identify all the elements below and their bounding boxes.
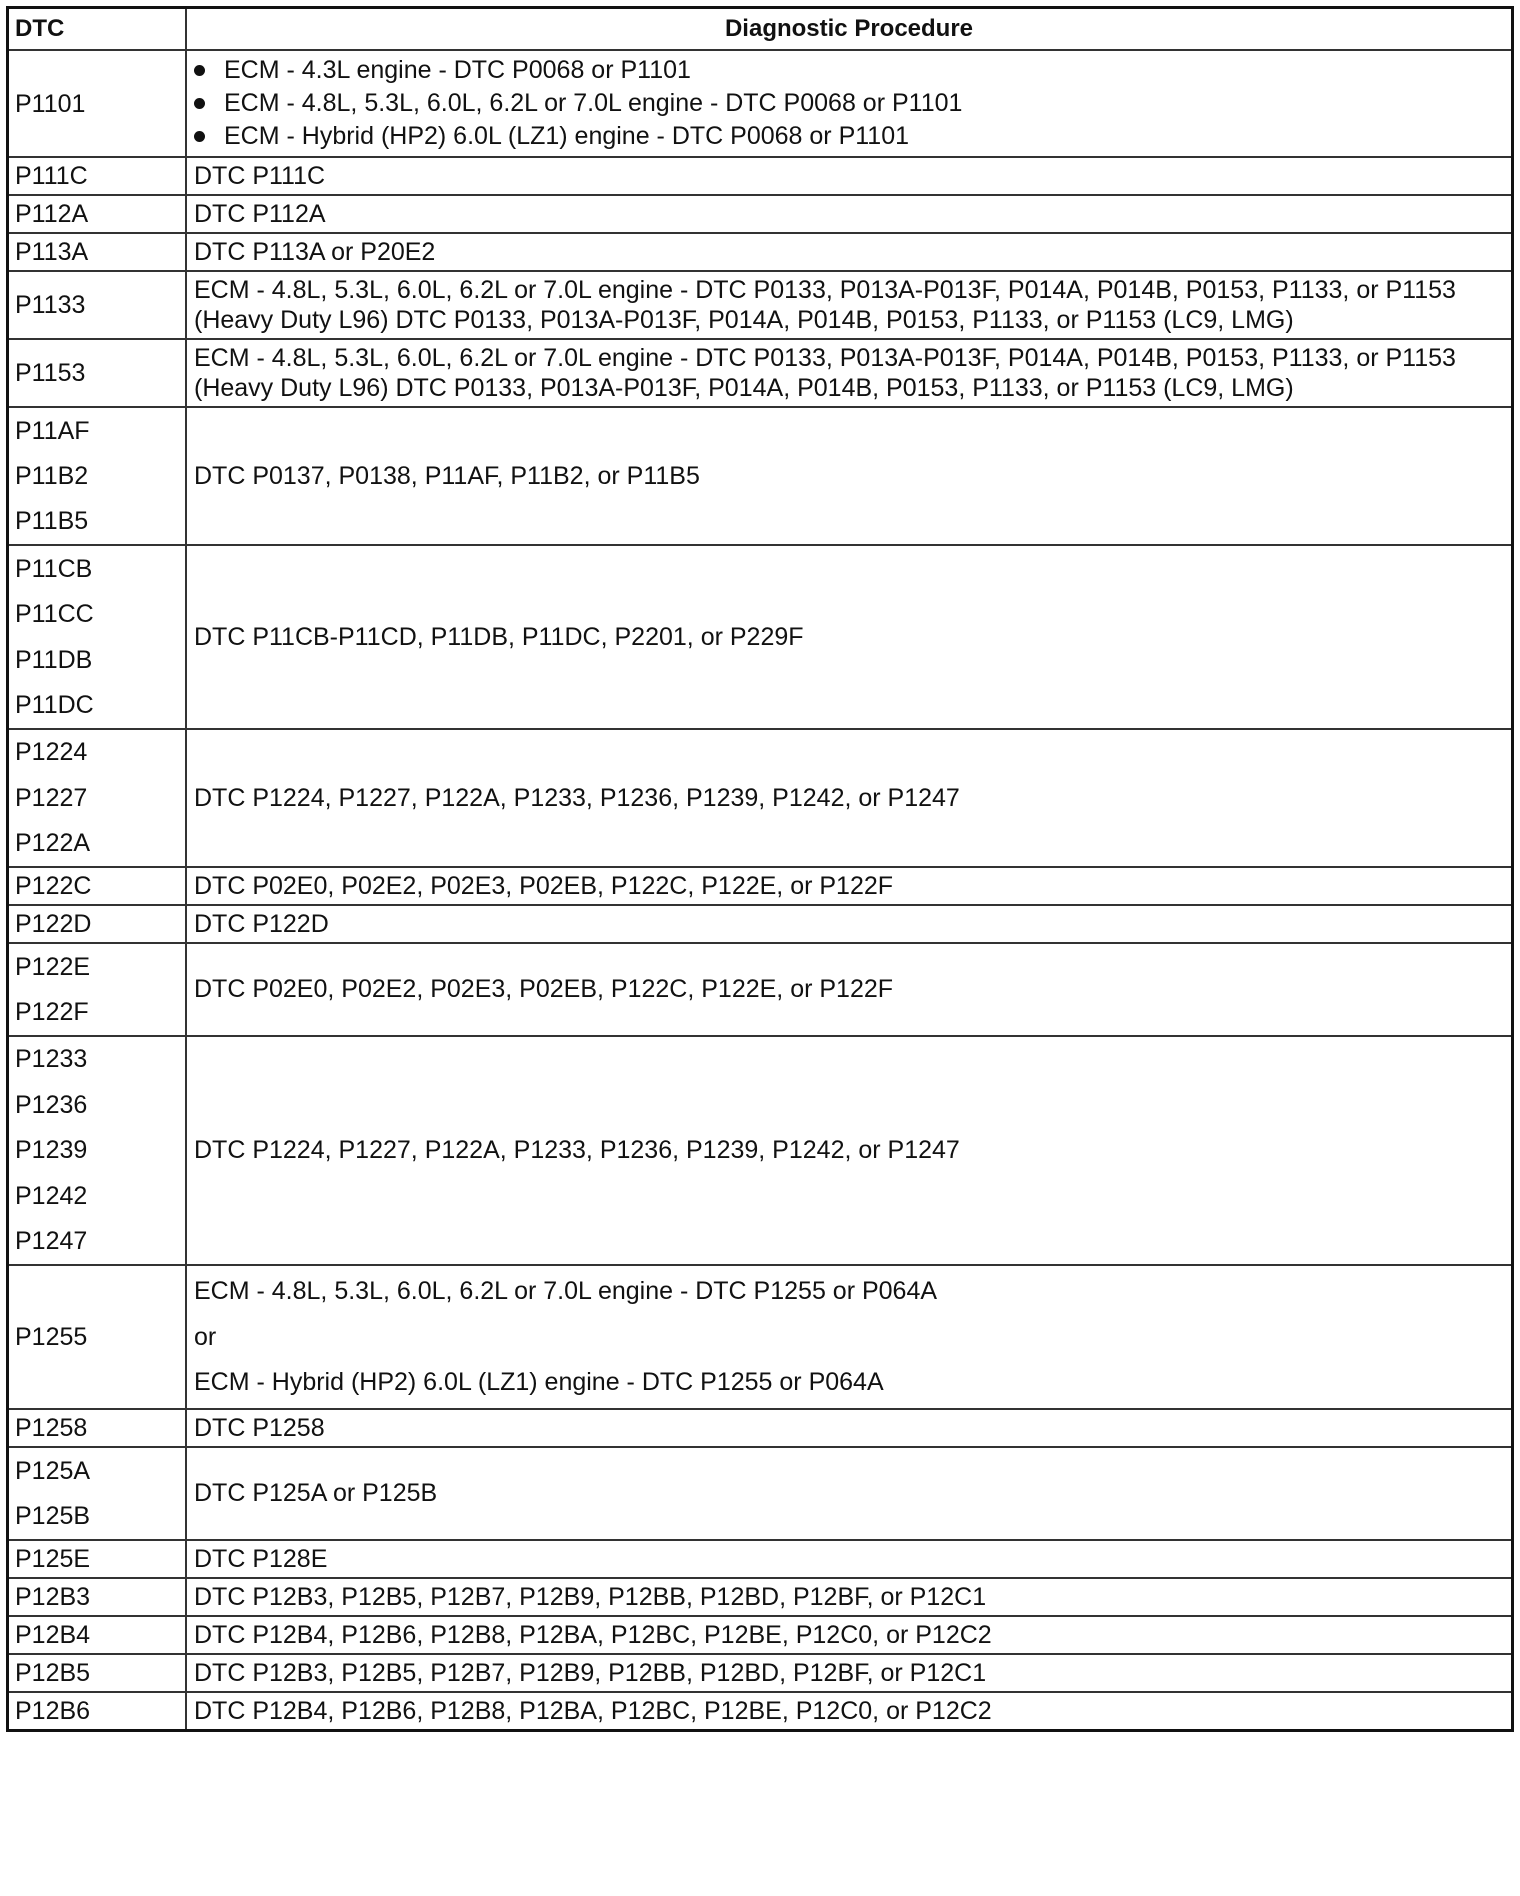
procedure-text: DTC P02E0, P02E2, P02E3, P02EB, P122C, P122E, or P122F — [194, 975, 894, 1004]
dtc-code: P1101 — [15, 89, 86, 118]
dtc-code: P11B2 — [15, 462, 89, 491]
procedure-cell — [186, 233, 1513, 271]
procedure-cell — [186, 729, 1513, 867]
table-row — [8, 545, 1513, 729]
header-row — [8, 8, 1513, 51]
dtc-code: P11AF — [15, 416, 90, 445]
table-row — [8, 943, 1513, 1036]
dtc-cell — [8, 905, 187, 943]
dtc-cell — [8, 407, 187, 545]
table-row — [8, 1540, 1513, 1578]
procedure-cell — [186, 339, 1513, 407]
table-row — [8, 1447, 1513, 1540]
procedure-text: DTC P11CB-P11CD, P11DB, P11DC, P2201, or P229F — [194, 622, 804, 651]
procedure-text: DTC P1224, P1227, P122A, P1233, P1236, P1239, P1242, or P1247 — [194, 1136, 960, 1165]
table-row — [8, 1409, 1513, 1447]
dtc-cell — [8, 1654, 187, 1692]
procedure-cell — [186, 1578, 1513, 1616]
procedure-text: DTC P02E0, P02E2, P02E3, P02EB, P122C, P122E, or P122F — [194, 871, 894, 900]
procedure-text: DTC P125A or P125B — [194, 1479, 438, 1508]
dtc-code: P1247 — [15, 1226, 88, 1255]
table-body — [8, 50, 1513, 1730]
dtc-code: P122D — [15, 909, 92, 938]
dtc-cell — [8, 50, 187, 157]
procedure-cell — [186, 1036, 1513, 1265]
procedure-text: DTC P113A or P20E2 — [194, 238, 436, 266]
dtc-cell — [8, 195, 187, 233]
dtc-code: P113A — [15, 238, 89, 266]
procedure-text: DTC P122D — [194, 909, 329, 938]
dtc-code: P1233 — [15, 1045, 88, 1074]
dtc-code: P1239 — [15, 1136, 88, 1165]
procedure-text: or — [194, 1322, 217, 1351]
dtc-code: P1153 — [15, 359, 86, 387]
dtc-code: P125E — [15, 1544, 91, 1573]
dtc-code: P1258 — [15, 1413, 88, 1442]
procedure-cell — [186, 1447, 1513, 1540]
table-row — [8, 407, 1513, 545]
dtc-code: P111C — [15, 162, 88, 190]
dtc-code: P1227 — [15, 783, 88, 812]
dtc-cell — [8, 729, 187, 867]
dtc-cell — [8, 1036, 187, 1265]
dtc-code: P125B — [15, 1501, 91, 1530]
procedure-text: DTC P128E — [194, 1544, 328, 1573]
procedure-cell — [186, 407, 1513, 545]
procedure-cell — [186, 867, 1513, 905]
procedure-text: DTC P12B4, P12B6, P12B8, P12BA, P12BC, P12BE, P12C0, or P12C2 — [194, 1696, 992, 1725]
dtc-code: P1224 — [15, 738, 88, 767]
dtc-code: P11CC — [15, 600, 94, 629]
dtc-cell — [8, 1616, 187, 1654]
table-row — [8, 195, 1513, 233]
procedure-text: ECM - 4.8L, 5.3L, 6.0L, 6.2L or 7.0L engine - DTC P0133, P013A-P013F, P014A, P014B, P0153, P1133, or P1153 — [194, 344, 1456, 372]
table-row — [8, 1036, 1513, 1265]
table-row — [8, 271, 1513, 339]
procedure-text: DTC P1258 — [194, 1413, 325, 1442]
procedure-text: DTC P12B3, P12B5, P12B7, P12B9, P12BB, P12BD, P12BF, or P12C1 — [194, 1582, 987, 1611]
dtc-code: P122E — [15, 952, 91, 981]
dtc-code: P11CB — [15, 554, 93, 583]
table-row — [8, 1578, 1513, 1616]
dtc-cell — [8, 271, 187, 339]
procedure-cell — [186, 1692, 1513, 1731]
dtc-code: P11DB — [15, 645, 93, 674]
dtc-cell — [8, 1692, 187, 1731]
dtc-column-header: DTC — [8, 8, 187, 51]
dtc-code: P122F — [15, 997, 89, 1026]
table-row — [8, 1654, 1513, 1692]
procedure-cell — [186, 943, 1513, 1036]
table-row — [8, 233, 1513, 271]
table-row — [8, 1265, 1513, 1409]
dtc-cell — [8, 157, 187, 195]
procedure-text: ECM - 4.8L, 5.3L, 6.0L, 6.2L or 7.0L engine - DTC P0133, P013A-P013F, P014A, P014B, P0153, P1133, or P1153 — [194, 276, 1456, 304]
procedure-cell — [186, 50, 1513, 157]
procedure-bullet-list — [194, 54, 1503, 153]
procedure-text: ECM - Hybrid (HP2) 6.0L (LZ1) engine - DTC P1255 or P064A — [194, 1368, 884, 1397]
procedure-cell — [186, 1409, 1513, 1447]
dtc-code: P12B4 — [15, 1620, 91, 1649]
procedure-bullet-item: ECM - 4.3L engine - DTC P0068 or P1101 — [224, 54, 1503, 87]
dtc-code: P1236 — [15, 1090, 88, 1119]
procedure-column-header: Diagnostic Procedure — [186, 8, 1513, 51]
dtc-code: P1133 — [15, 291, 86, 319]
table-row — [8, 50, 1513, 157]
dtc-cell — [8, 233, 187, 271]
dtc-code: P11B5 — [15, 507, 89, 536]
dtc-code: P11DC — [15, 691, 94, 720]
procedure-text: DTC P112A — [194, 200, 326, 228]
procedure-cell — [186, 1654, 1513, 1692]
procedure-bullet-item: ECM - Hybrid (HP2) 6.0L (LZ1) engine - DTC P0068 or P1101 — [224, 120, 1503, 153]
procedure-cell — [186, 545, 1513, 729]
dtc-code: P1255 — [15, 1322, 88, 1351]
dtc-code: P112A — [15, 200, 89, 228]
table-row — [8, 339, 1513, 407]
dtc-cell — [8, 943, 187, 1036]
procedure-text: ECM - 4.8L, 5.3L, 6.0L, 6.2L or 7.0L engine - DTC P1255 or P064A — [194, 1277, 938, 1306]
dtc-code: P1242 — [15, 1181, 88, 1210]
dtc-table — [6, 6, 1514, 1732]
procedure-text: (Heavy Duty L96) DTC P0133, P013A-P013F, P014A, P014B, P0153, P1133, or P1153 (LC9, LMG) — [194, 374, 1294, 402]
procedure-text: DTC P0137, P0138, P11AF, P11B2, or P11B5 — [194, 462, 700, 491]
dtc-code: P122A — [15, 829, 91, 858]
procedure-text: DTC P12B3, P12B5, P12B7, P12B9, P12BB, P12BD, P12BF, or P12C1 — [194, 1658, 987, 1687]
procedure-text: (Heavy Duty L96) DTC P0133, P013A-P013F, P014A, P014B, P0153, P1133, or P1153 (LC9, LMG) — [194, 306, 1294, 334]
procedure-text: DTC P111C — [194, 162, 326, 190]
dtc-code: P12B3 — [15, 1582, 91, 1611]
dtc-code: P12B5 — [15, 1658, 91, 1687]
table-row — [8, 729, 1513, 867]
dtc-cell — [8, 1540, 187, 1578]
dtc-cell — [8, 1447, 187, 1540]
procedure-cell — [186, 905, 1513, 943]
dtc-cell — [8, 867, 187, 905]
procedure-cell — [186, 271, 1513, 339]
dtc-code: P12B6 — [15, 1696, 91, 1725]
procedure-cell — [186, 195, 1513, 233]
procedure-cell — [186, 1540, 1513, 1578]
procedure-text: DTC P1224, P1227, P122A, P1233, P1236, P1239, P1242, or P1247 — [194, 783, 960, 812]
procedure-cell — [186, 1265, 1513, 1409]
table-row — [8, 905, 1513, 943]
dtc-cell — [8, 1409, 187, 1447]
table-row — [8, 1692, 1513, 1731]
dtc-cell — [8, 1578, 187, 1616]
table-row — [8, 157, 1513, 195]
dtc-code: P122C — [15, 871, 92, 900]
table-row — [8, 1616, 1513, 1654]
dtc-cell — [8, 545, 187, 729]
dtc-cell — [8, 339, 187, 407]
procedure-cell — [186, 157, 1513, 195]
procedure-text: DTC P12B4, P12B6, P12B8, P12BA, P12BC, P12BE, P12C0, or P12C2 — [194, 1620, 992, 1649]
procedure-cell — [186, 1616, 1513, 1654]
procedure-bullet-item: ECM - 4.8L, 5.3L, 6.0L, 6.2L or 7.0L engine - DTC P0068 or P1101 — [224, 87, 1503, 120]
dtc-code: P125A — [15, 1456, 91, 1485]
dtc-cell — [8, 1265, 187, 1409]
table-row — [8, 867, 1513, 905]
